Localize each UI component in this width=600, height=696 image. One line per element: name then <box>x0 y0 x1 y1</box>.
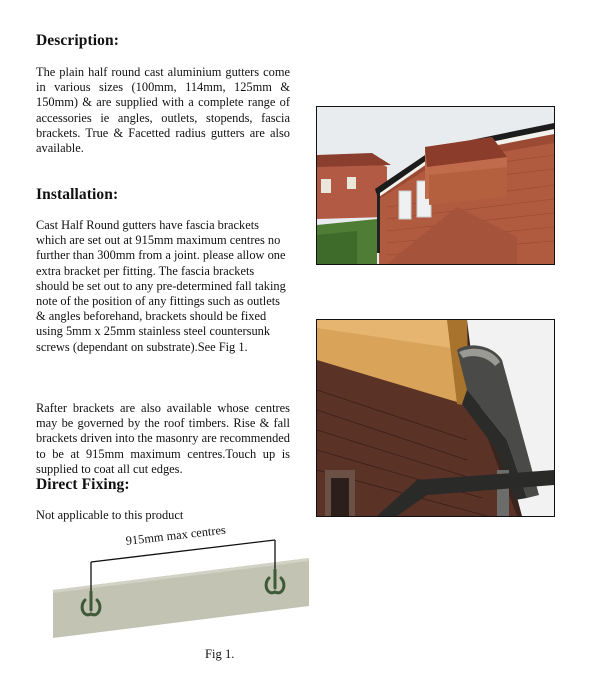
dimension-line <box>91 540 275 562</box>
installation-text: Cast Half Round gutters have fascia brackets which are set out at 915mm maximum centres no further than 300mm from a joint. please allow one extra bracket per fitting. The fascia brackets should be set out to any pre-determined fall taking note of the position of any fittings such as outlets & angles beforehand, brackets should be fixed using 5mm x 25mm stainless steel countersunk screws (dependant on substrate).See Fig 1. <box>36 218 286 354</box>
installation-heading: Installation: <box>36 186 119 203</box>
fig1-caption: Fig 1. <box>205 647 235 661</box>
description-heading: Description: <box>36 32 119 49</box>
direct-fixing-text: Not applicable to this product <box>36 508 184 522</box>
rafter-brackets-text: Rafter brackets are also available whose centres may be governed by the roof timbers. Rise & fall brackets driven into the masonry are recommended to be at 915mm maximum centres.Touch up is supplied to coat all cut edges. <box>36 401 290 476</box>
fascia-closeup-photo <box>316 319 555 517</box>
direct-fixing-heading: Direct Fixing: <box>36 476 130 493</box>
fig1-diagram <box>45 522 315 640</box>
description-text: The plain half round cast aluminium gutters come in various sizes (100mm, 114mm, 125mm & 150mm) & are supplied with a complete range of accessories ie angles, outlets, stopends, fascia brackets. True & Facetted radius gutters are also available. <box>36 65 290 156</box>
house-gutter-photo <box>316 106 555 265</box>
dimension-label: 915mm max centres <box>125 522 227 548</box>
